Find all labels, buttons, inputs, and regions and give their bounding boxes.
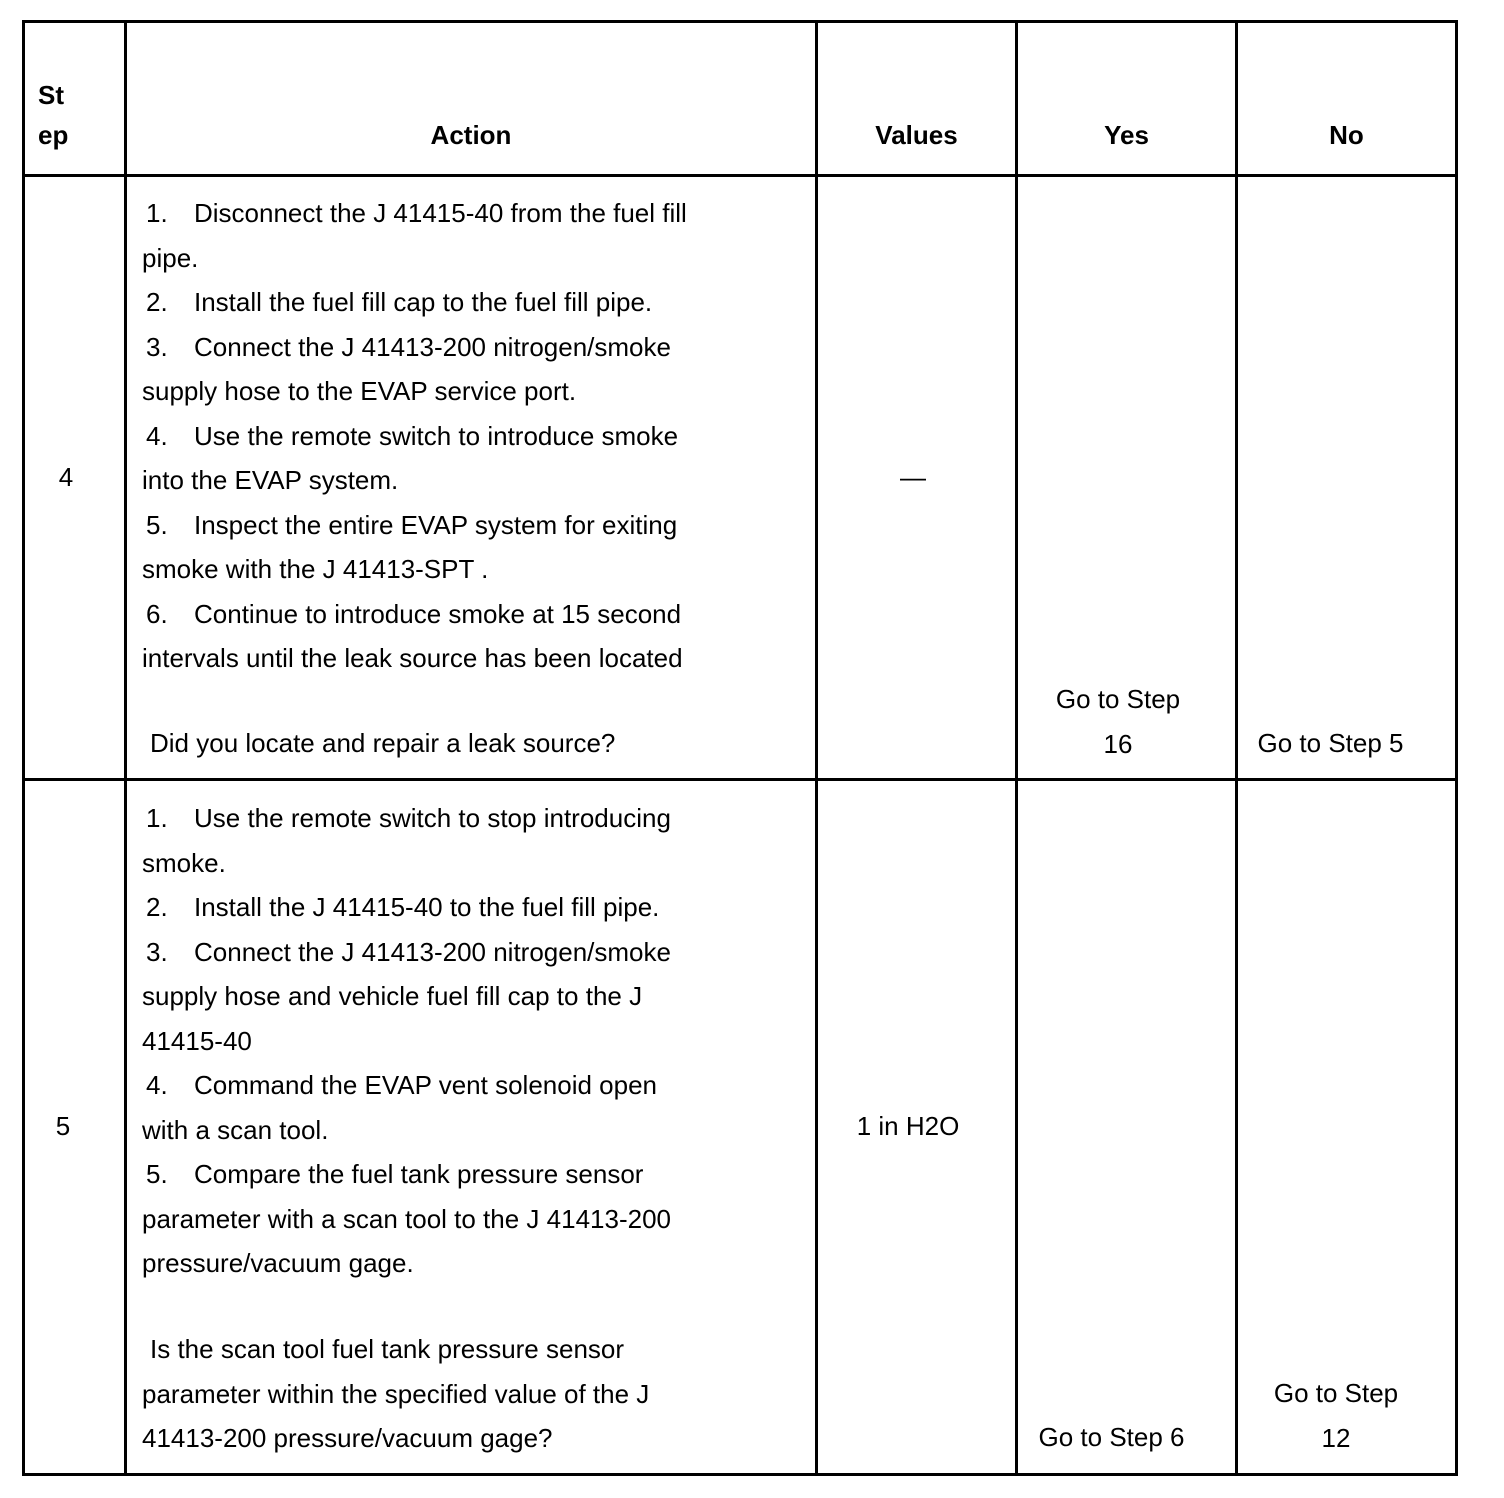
action-text-cont: parameter with a scan tool to the J 41413-200	[142, 1203, 671, 1234]
action-question	[142, 721, 802, 766]
action-number: 4.	[146, 420, 168, 451]
step-number: 5	[55, 1111, 71, 1141]
question-text: Is the scan tool fuel tank pressure sensor	[150, 1334, 625, 1364]
header-values: Values	[875, 120, 958, 150]
yes-text-cont: 16	[1103, 728, 1133, 759]
question-text: Did you locate and repair a leak source?	[150, 728, 616, 758]
action-number: 3.	[146, 331, 168, 362]
values-cell: —	[900, 462, 926, 492]
step-number: 4	[58, 462, 74, 492]
header-divider	[22, 174, 1458, 177]
action-text: Use the remote switch to stop introducing	[194, 803, 671, 833]
action-text-cont: smoke.	[142, 847, 226, 878]
action-text: Use the remote switch to introduce smoke	[194, 420, 679, 451]
table-border-bottom	[22, 1473, 1458, 1476]
no-cell	[1238, 1371, 1434, 1460]
question-text-cont: parameter within the specified value of the J	[142, 1378, 650, 1409]
action-item	[142, 930, 802, 975]
action-number: 6.	[146, 598, 168, 629]
action-number: 1.	[146, 803, 168, 833]
action-text-cont: supply hose to the EVAP service port.	[142, 376, 577, 406]
action-text: Inspect the entire EVAP system for exiting	[194, 509, 678, 540]
action-text: Install the J 41415-40 to the fuel fill pipe.	[194, 892, 660, 922]
action-text: Install the fuel fill cap to the fuel fill pipe.	[194, 287, 653, 317]
header-step-line2: ep	[38, 120, 69, 150]
header-yes: Yes	[1104, 120, 1149, 150]
action-item	[142, 1063, 802, 1108]
action-text: Connect the J 41413-200 nitrogen/smoke	[194, 331, 671, 362]
yes-cell: Go to Step 6	[1038, 1422, 1185, 1452]
action-list	[142, 191, 802, 681]
action-number: 5.	[146, 1159, 168, 1189]
action-number: 1.	[146, 198, 168, 228]
action-text-cont: pipe.	[142, 242, 199, 273]
action-number: 5.	[146, 509, 168, 540]
action-item	[142, 280, 802, 325]
action-text-cont: into the EVAP system.	[142, 465, 399, 495]
action-text: Continue to introduce smoke at 15 second	[194, 598, 682, 629]
question-text-cont: 41413-200 pressure/vacuum gage?	[142, 1423, 553, 1453]
yes-cell	[1018, 677, 1218, 766]
action-item	[142, 796, 802, 841]
no-cell: Go to Step 5	[1257, 728, 1404, 758]
action-text: Command the EVAP vent solenoid open	[194, 1070, 657, 1100]
col-divider-step	[124, 20, 127, 1476]
header-step	[38, 75, 68, 155]
action-text-cont: with a scan tool.	[142, 1114, 329, 1145]
action-item	[142, 191, 802, 236]
action-text-cont: supply hose and vehicle fuel fill cap to the J	[142, 981, 643, 1011]
values-cell: 1 in H2O	[856, 1111, 960, 1141]
action-list	[142, 796, 802, 1286]
action-item	[142, 1152, 802, 1197]
action-item	[142, 885, 802, 930]
table-border-right	[1455, 20, 1458, 1476]
header-no: No	[1329, 120, 1364, 150]
header-step-line1: St	[38, 80, 64, 110]
action-question	[142, 1327, 802, 1461]
action-text-cont: intervals until the leak source has been located	[142, 643, 683, 673]
action-item	[142, 414, 802, 459]
action-text-cont: pressure/vacuum gage.	[142, 1248, 414, 1278]
action-text: Connect the J 41413-200 nitrogen/smoke	[194, 936, 671, 967]
table-border-left	[22, 20, 25, 1476]
yes-text: Go to Step	[1055, 684, 1181, 714]
action-item	[142, 325, 802, 370]
action-item	[142, 503, 802, 548]
no-text: Go to Step	[1273, 1378, 1399, 1408]
action-text: Disconnect the J 41415-40 from the fuel fill	[194, 198, 687, 228]
action-number: 2.	[146, 287, 168, 317]
action-number: 4.	[146, 1070, 168, 1100]
action-text: Compare the fuel tank pressure sensor	[194, 1159, 644, 1189]
row-divider	[22, 778, 1458, 781]
action-text-cont: 41415-40	[142, 1025, 252, 1056]
action-number: 2.	[146, 892, 168, 922]
action-number: 3.	[146, 936, 168, 967]
action-text-cont: smoke with the J 41413-SPT .	[142, 554, 489, 584]
no-text-cont: 12	[1321, 1422, 1351, 1453]
table-border-top	[22, 20, 1458, 23]
action-item	[142, 592, 802, 637]
col-divider-action	[815, 20, 818, 1476]
header-action: Action	[430, 120, 512, 150]
